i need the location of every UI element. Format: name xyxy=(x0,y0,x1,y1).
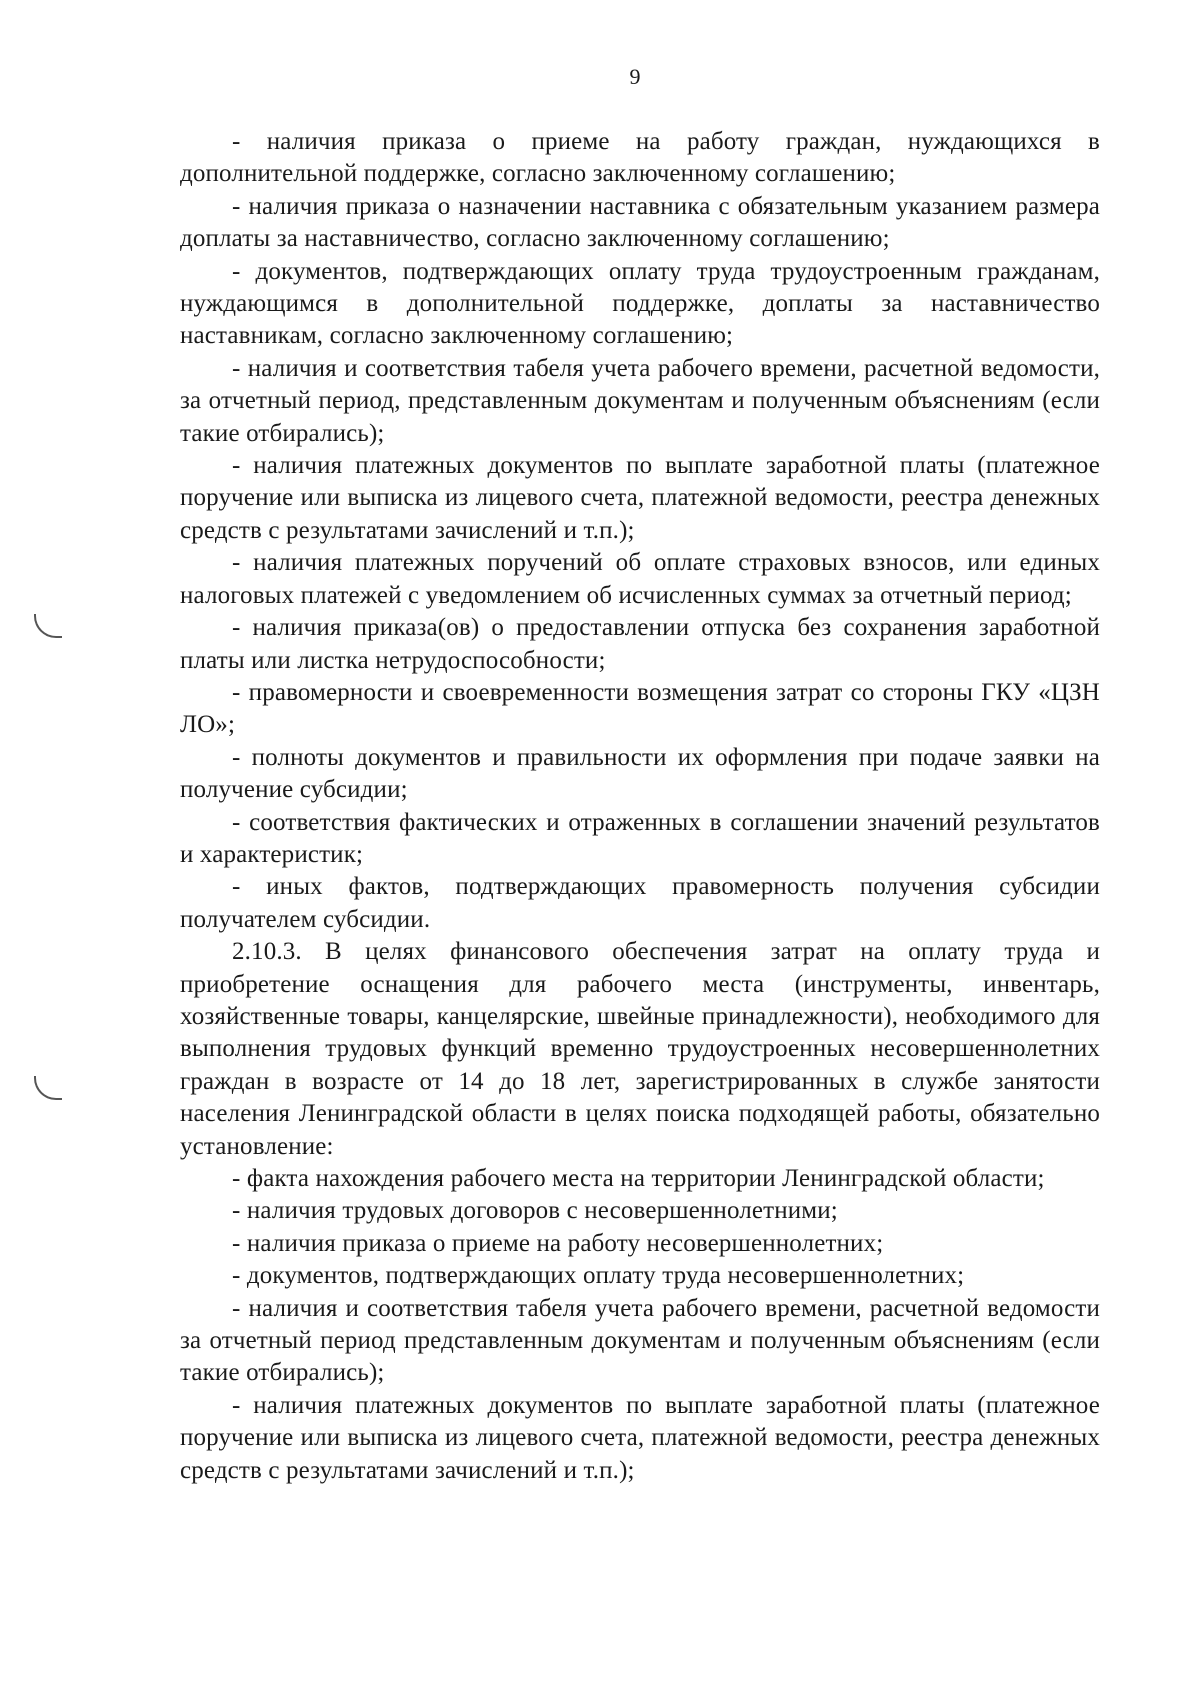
document-body xyxy=(180,126,1100,1487)
margin-pencil-mark xyxy=(34,1076,62,1100)
paragraph: - правомерности и своевременности возмещения затрат со стороны ГКУ «ЦЗН ЛО»; xyxy=(180,678,1100,739)
paragraph: - наличия платежных документов по выплате заработной платы (платежное поручение или выписка из лицевого счета, платежной ведомости, реестра денежных средств с результатами зачислений и т.п.); xyxy=(180,452,1100,544)
paragraph: - наличия и соответствия табеля учета рабочего времени, расчетной ведомости, за отчетный период, представленным документам и полученным объяснениям (если такие отбирались); xyxy=(180,354,1100,447)
page-number: 9 xyxy=(629,64,641,89)
paragraph: - соответствия фактических и отраженных в соглашении значений результатов и характеристик; xyxy=(180,808,1100,868)
paragraph: - наличия приказа о назначении наставника с обязательным указанием размера доплаты за наставничество, согласно заключенному соглашению; xyxy=(180,192,1100,253)
paragraph: - полноты документов и правильности их оформления при подаче заявки на получение субсидии; xyxy=(180,743,1100,804)
paragraph: - документов, подтверждающих оплату труда трудоустроенным гражданам, нуждающимся в дополнительной поддержке, доплаты за наставничество наставникам, согласно заключенному соглашению; xyxy=(180,257,1100,350)
paragraph: - наличия и соответствия табеля учета рабочего времени, расчетной ведомости за отчетный период представленным документам и полученным объяснениям (если такие отбирались); xyxy=(180,1294,1100,1387)
paragraph: - наличия приказа о приеме на работу граждан, нуждающихся в дополнительной поддержке, согласно заключенному соглашению; xyxy=(180,128,1100,188)
paragraph: - наличия платежных документов по выплате заработной платы (платежное поручение или выписка из лицевого счета, платежной ведомости, реестра денежных средств с результатами зачислений и т.п.); xyxy=(180,1391,1100,1484)
margin-pencil-mark xyxy=(34,614,62,638)
paragraph: - документов, подтверждающих оплату труда несовершеннолетних; xyxy=(232,1262,965,1290)
paragraph: - иных фактов, подтверждающих правомерность получения субсидии получателем субсидии. xyxy=(180,873,1100,933)
paragraph: - факта нахождения рабочего места на территории Ленинградской области; xyxy=(232,1165,1045,1192)
paragraph: - наличия трудовых договоров с несовершеннолетними; xyxy=(232,1197,838,1225)
section-paragraph-2-10-3: 2.10.3. В целях финансового обеспечения затрат на оплату труда и приобретение оснащения для рабочего места (инструменты, инвентарь, хозяйственные товары, канцелярские, швейные принадлежности), необходимого для выполнения трудовых функций временно трудоустроенных несовершеннолетних граждан в возрасте от 14 до 18 лет, зарегистрированных в службе занятости населения Ленинградской области в целях поиска подходящей работы, обязательно установление: xyxy=(180,938,1100,1160)
paragraph: - наличия приказа(ов) о предоставлении отпуска без сохранения заработной платы или листка нетрудоспособности; xyxy=(180,614,1100,674)
paragraph: - наличия приказа о приеме на работу несовершеннолетних; xyxy=(232,1229,884,1257)
paragraph: - наличия платежных поручений об оплате страховых взносов, или единых налоговых платежей с уведомлением об исчисленных суммах за отчетный период; xyxy=(180,549,1100,609)
